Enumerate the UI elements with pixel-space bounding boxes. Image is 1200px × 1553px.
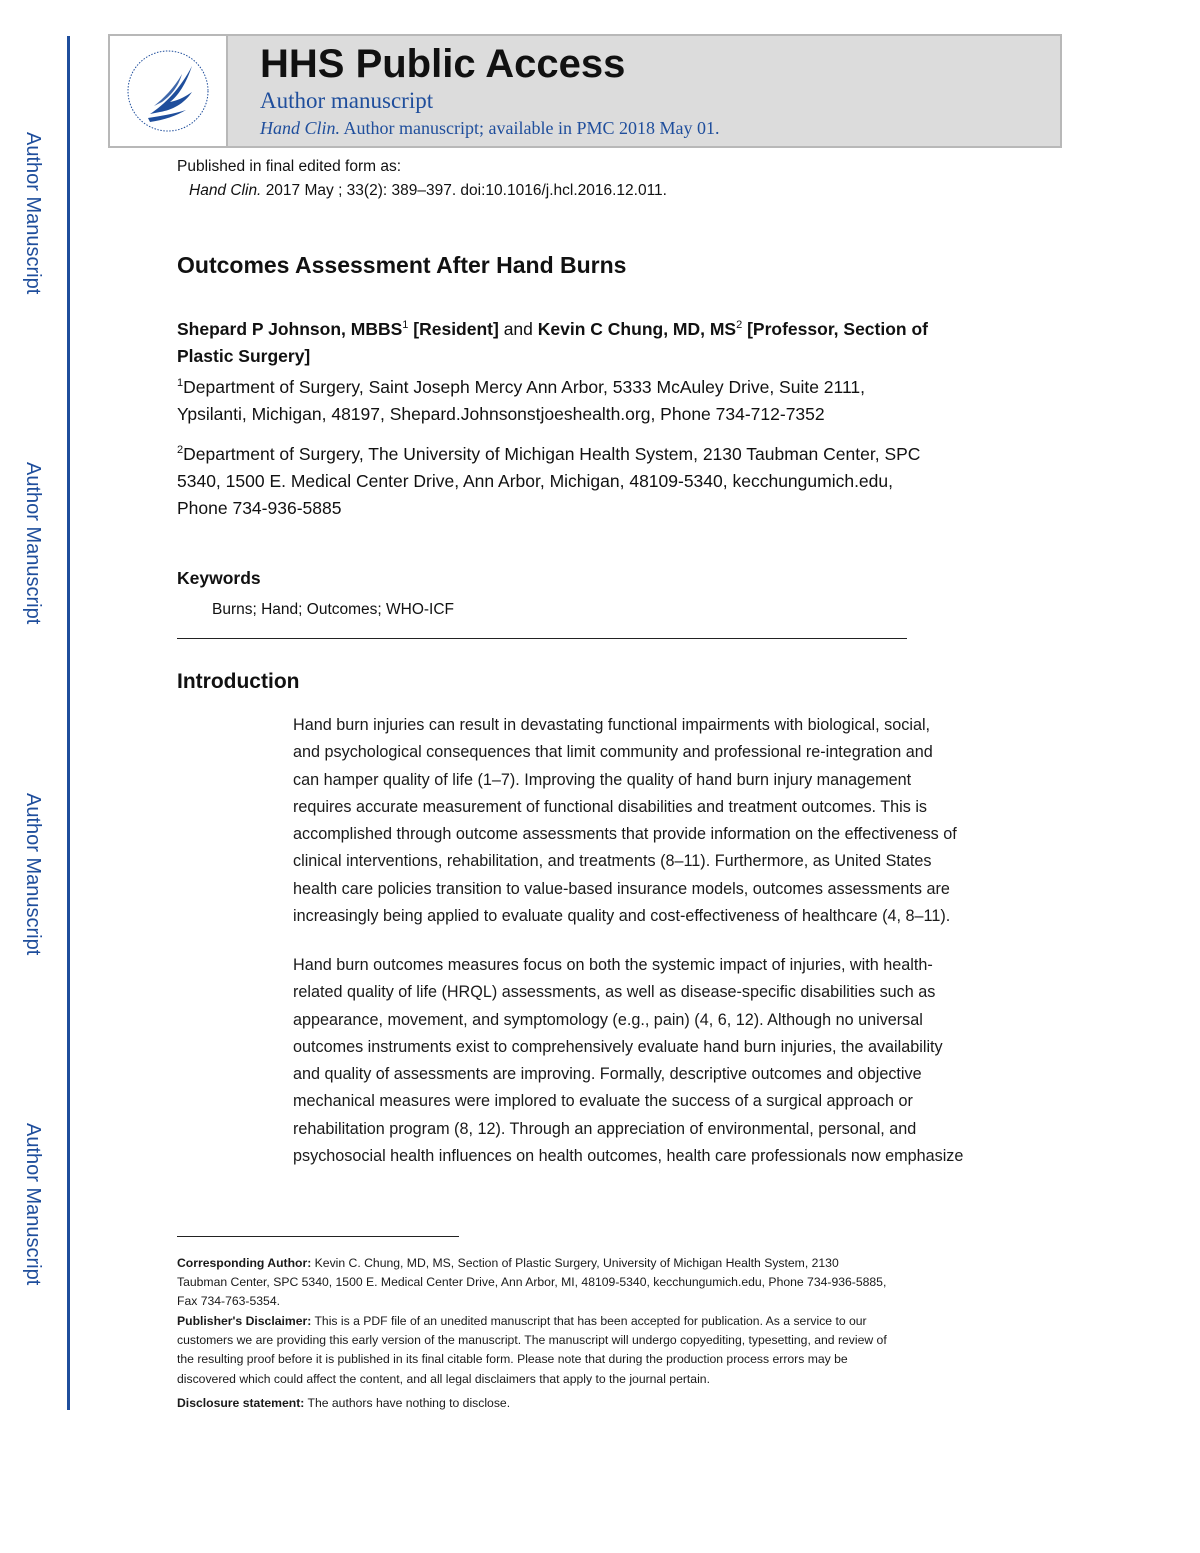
keywords-divider	[177, 638, 907, 639]
affiliation-1-sup: 1	[177, 377, 184, 389]
article-title: Outcomes Assessment After Hand Burns	[177, 252, 627, 278]
intro-paragraph-2	[293, 952, 1028, 1170]
corresponding-line3: Fax 734-763-5354.	[177, 1294, 280, 1309]
para1-line: health care policies transition to value-based insurance models, outcomes assessments are	[293, 879, 950, 898]
affiliation-2-line3: Phone 734-936-5885	[177, 497, 342, 518]
affiliation-1-line1: Department of Surgery, Saint Joseph Mercy Ann Arbor, 5333 McAuley Drive, Suite 2111,	[183, 376, 866, 397]
hhs-title: HHS Public Access	[260, 42, 626, 86]
corresponding-author-note	[177, 1254, 1027, 1312]
para1-line: Hand burn injuries can result in devastating functional impairments with biological, social,	[293, 716, 931, 734]
author-2-role-line2: Plastic Surgery]	[177, 345, 311, 366]
para2-line: and quality of assessments are improving. Formally, descriptive outcomes and objective	[293, 1065, 922, 1084]
author-1-role: [Resident]	[413, 318, 499, 339]
keywords-text: Burns; Hand; Outcomes; WHO-ICF	[212, 601, 455, 618]
para2-line: psychosocial health influences on health outcomes, health care professionals now emphasize	[293, 1147, 964, 1166]
hhs-header	[108, 34, 1062, 148]
logo-cell	[110, 36, 228, 146]
disclaimer-line1: This is a PDF file of an unedited manuscript that has been accepted for publication. As a service to our	[314, 1314, 867, 1328]
publication-info	[177, 155, 667, 203]
disclaimer-label: Publisher's Disclaimer:	[177, 1314, 312, 1328]
availability-text: Author manuscript; available in PMC 2018 May 01.	[343, 118, 720, 138]
author-2-role-line1: [Professor, Section of	[747, 318, 928, 339]
para1-line: requires accurate measurement of functional disabilities and treatment outcomes. This is	[293, 797, 928, 816]
para1-line: and psychological consequences that limit community and professional re-integration and	[293, 743, 933, 762]
disclosure-label: Disclosure statement:	[177, 1396, 305, 1410]
author-2-name: Kevin C Chung, MD, MS	[537, 318, 737, 339]
introduction-heading: Introduction	[177, 670, 300, 693]
availability-line	[260, 118, 719, 139]
para2-line: mechanical measures were implored to evaluate the success of a surgical approach or	[293, 1092, 913, 1111]
margin-bar	[67, 36, 70, 1410]
hhs-eagle-seal-icon	[120, 44, 216, 138]
disclaimer-line2: customers we are providing this early version of the manuscript. The manuscript will undergo copyediting, typesetting, and review of	[177, 1333, 887, 1348]
footnote-divider	[177, 1236, 459, 1237]
intro-paragraph-1	[293, 712, 1028, 930]
para2-line: rehabilitation program (8, 12). Through an appreciation of environmental, personal, and	[293, 1119, 917, 1138]
affiliation-1	[177, 370, 1037, 428]
affiliation-2-line2: 5340, 1500 E. Medical Center Drive, Ann Arbor, Michigan, 48109-5340, kecchungumich.edu,	[177, 470, 893, 491]
affiliation-2-sup: 2	[177, 444, 184, 456]
publication-label: Published in final edited form as:	[177, 158, 402, 175]
para1-line: clinical interventions, rehabilitation, and treatments (8–11). Furthermore, as United States	[293, 852, 932, 871]
disclaimer-line3: the resulting proof before it is published in its final citable form. Please note that during the production process errors may be	[177, 1352, 848, 1367]
para2-line: appearance, movement, and symptomology (e.g., pain) (4, 6, 12). Although no universal	[293, 1010, 923, 1029]
disclaimer-line4: discovered which could affect the content, and all legal disclaimers that apply to the journal pertain.	[177, 1371, 710, 1386]
para2-line: outcomes instruments exist to comprehensively evaluate hand burn injuries, the availability	[293, 1037, 943, 1056]
keywords-heading: Keywords	[177, 568, 261, 588]
disclosure-statement	[177, 1394, 1027, 1413]
corresponding-line1: Kevin C. Chung, MD, MS, Section of Plastic Surgery, University of Michigan Health System, 2130	[314, 1256, 839, 1270]
para1-line: accomplished through outcome assessments that provide information on the effectiveness of	[293, 825, 957, 844]
para1-line: increasingly being applied to evaluate quality and cost-effectiveness of healthcare (4, 8–11).	[293, 907, 951, 926]
publication-citation	[177, 179, 667, 203]
journal-name: Hand Clin.	[260, 118, 341, 138]
para1-line: can hamper quality of life (1–7). Improving the quality of hand burn injury management	[293, 770, 912, 789]
corresponding-label: Corresponding Author:	[177, 1256, 312, 1270]
disclosure-text: The authors have nothing to disclose.	[307, 1396, 511, 1410]
para2-line: Hand burn outcomes measures focus on both the systemic impact of injuries, with health-	[293, 956, 933, 974]
publication-journal: Hand Clin.	[189, 182, 262, 199]
author-1-sup: 1	[402, 319, 409, 331]
author-2-sup: 2	[736, 319, 743, 331]
author-conjunction: and	[503, 318, 533, 339]
author-manuscript-label: Author manuscript	[260, 88, 434, 113]
author-list	[177, 312, 1037, 370]
affiliation-1-line2: Ypsilanti, Michigan, 48197, Shepard.Johnsonstjoeshealth.org, Phone 734-712-7352	[177, 403, 825, 424]
author-1-name: Shepard P Johnson, MBBS	[177, 318, 403, 339]
publisher-disclaimer	[177, 1312, 1027, 1389]
citation-text: 2017 May ; 33(2): 389–397. doi:10.1016/j.hcl.2016.12.011.	[265, 182, 667, 199]
corresponding-line2: Taubman Center, SPC 5340, 1500 E. Medical Center Drive, Ann Arbor, MI, 48109-5340, kecchungumich.edu, Phone 734-936-5885,	[177, 1275, 887, 1290]
para2-line: related quality of life (HRQL) assessments, as well as disease-specific disabilities such as	[293, 983, 936, 1002]
affiliation-2	[177, 437, 1037, 522]
affiliation-2-line1: Department of Surgery, The University of Michigan Health System, 2130 Taubman Center, SPC	[183, 443, 921, 464]
